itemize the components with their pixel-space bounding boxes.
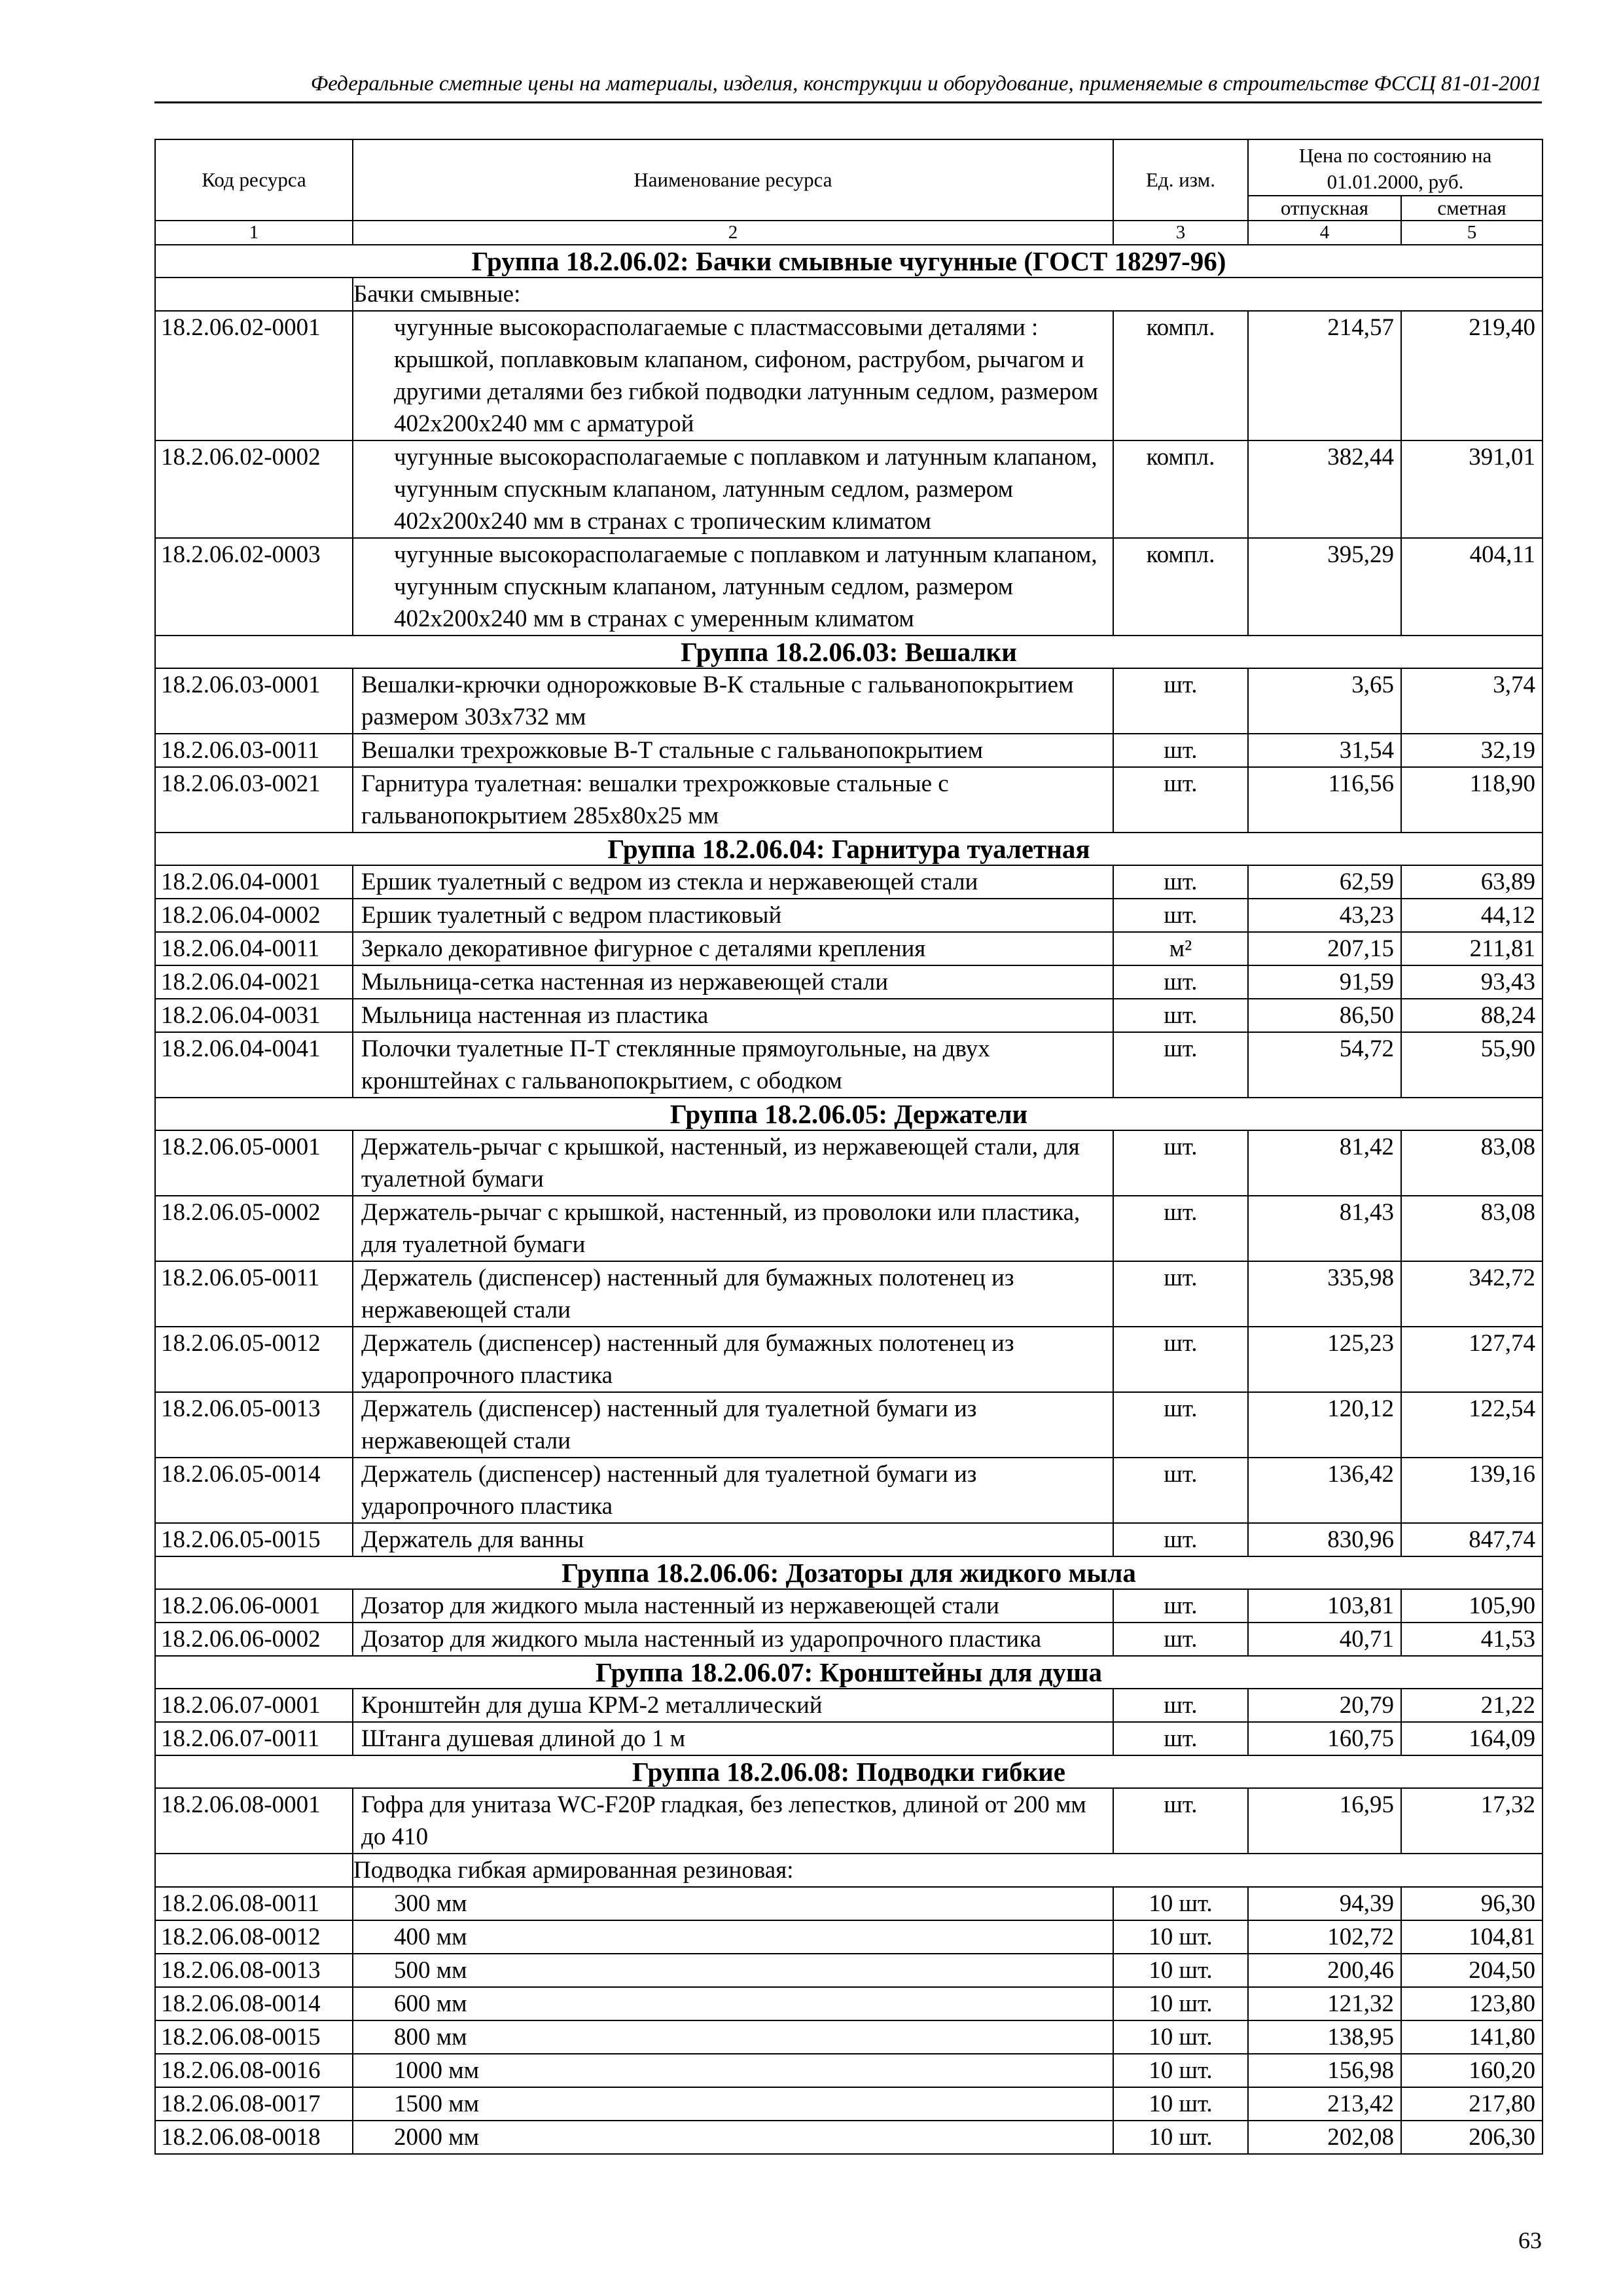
table-row [155,1392,1543,1458]
table-row [155,2121,1543,2154]
table-row [155,1954,1543,1987]
resource-code: 18.2.06.02-0003 [155,538,353,636]
estimate-price: 847,74 [1401,1523,1543,1556]
release-price: 138,95 [1248,2020,1401,2054]
resource-code: 18.2.06.02-0002 [155,440,353,538]
estimate-price: 342,72 [1401,1261,1543,1327]
group-heading-row [155,1556,1543,1589]
release-price: 136,42 [1248,1458,1401,1523]
release-price: 40,71 [1248,1623,1401,1656]
estimate-price: 88,24 [1401,999,1543,1032]
table-row [155,965,1543,999]
header-name: Наименование ресурса [353,139,1113,221]
table-row [155,311,1543,440]
resource-name: Штанга душевая длиной до 1 м [353,1722,1113,1755]
group-heading-row [155,1098,1543,1130]
release-price: 156,98 [1248,2054,1401,2087]
release-price: 830,96 [1248,1523,1401,1556]
table-row [155,1196,1543,1261]
table-body [155,245,1543,2154]
table-row [155,865,1543,899]
unit-of-measure: шт. [1113,1458,1248,1523]
unit-of-measure: шт. [1113,767,1248,833]
release-price: 86,50 [1248,999,1401,1032]
resource-code: 18.2.06.03-0001 [155,668,353,734]
resource-code: 18.2.06.06-0001 [155,1589,353,1623]
estimate-price: 391,01 [1401,440,1543,538]
release-price: 16,95 [1248,1788,1401,1854]
header-unit: Ед. изм. [1113,139,1248,221]
resource-name: 600 мм [353,1987,1113,2020]
estimate-price: 139,16 [1401,1458,1543,1523]
estimate-price: 3,74 [1401,668,1543,734]
column-number: 2 [353,221,1113,245]
resource-name: Держатель (диспенсер) настенный для бумажных полотенец из нержавеющей стали [353,1261,1113,1327]
resource-code: 18.2.06.04-0011 [155,932,353,965]
release-price: 395,29 [1248,538,1401,636]
resource-name: Вешалки-крючки однорожковые В-К стальные с гальванопокрытием размером 303х732 мм [353,668,1113,734]
estimate-price: 118,90 [1401,767,1543,833]
release-price: 125,23 [1248,1327,1401,1392]
resource-name: 400 мм [353,1920,1113,1954]
header-estimate-price: сметная [1401,196,1543,221]
estimate-price: 93,43 [1401,965,1543,999]
estimate-price: 123,80 [1401,1987,1543,2020]
release-price: 116,56 [1248,767,1401,833]
table-row [155,899,1543,932]
unit-of-measure: шт. [1113,865,1248,899]
release-price: 103,81 [1248,1589,1401,1623]
estimate-price: 206,30 [1401,2121,1543,2154]
estimate-price: 44,12 [1401,899,1543,932]
page-number: 63 [1518,2227,1542,2253]
table-row [155,1032,1543,1098]
unit-of-measure: шт. [1113,1589,1248,1623]
resource-name: Кронштейн для душа КРМ-2 металлический [353,1689,1113,1722]
unit-of-measure: 10 шт. [1113,1920,1248,1954]
unit-of-measure: шт. [1113,965,1248,999]
estimate-price: 217,80 [1401,2087,1543,2121]
subheading-text: Подводка гибкая армированная резиновая: [353,1854,1543,1887]
column-number: 5 [1401,221,1543,245]
resource-name: Держатель-рычаг с крышкой, настенный, из проволоки или пластика, для туалетной бумаги [353,1196,1113,1261]
table-row [155,1589,1543,1623]
column-number: 1 [155,221,353,245]
resource-name: Держатель для ванны [353,1523,1113,1556]
unit-of-measure: шт. [1113,734,1248,767]
estimate-price: 127,74 [1401,1327,1543,1392]
resource-code: 18.2.06.04-0041 [155,1032,353,1098]
release-price: 62,59 [1248,865,1401,899]
estimate-price: 41,53 [1401,1623,1543,1656]
subheading-text: Бачки смывные: [353,278,1543,311]
estimate-price: 96,30 [1401,1887,1543,1920]
group-heading-row [155,245,1543,278]
table-row [155,2054,1543,2087]
table-row [155,734,1543,767]
table-row [155,1130,1543,1196]
header-row [155,139,1543,196]
group-heading-row [155,833,1543,865]
table-row [155,1623,1543,1656]
unit-of-measure: 10 шт. [1113,2087,1248,2121]
release-price: 120,12 [1248,1392,1401,1458]
release-price: 102,72 [1248,1920,1401,1954]
unit-of-measure: шт. [1113,1788,1248,1854]
unit-of-measure: шт. [1113,1327,1248,1392]
running-header: Федеральные сметные цены на материалы, изделия, конструкции и оборудование, применяемые в строительстве ФССЦ 81-01-2001 [154,72,1542,103]
unit-of-measure: шт. [1113,1392,1248,1458]
release-price: 121,32 [1248,1987,1401,2020]
estimate-price: 83,08 [1401,1196,1543,1261]
unit-of-measure: шт. [1113,1689,1248,1722]
unit-of-measure: 10 шт. [1113,1987,1248,2020]
resource-name: чугунные высокорасполагаемые с пластмассовыми деталями : крышкой, поплавковым клапаном, сифоном, раструбом, рычагом и другими деталями без гибкой подводки латунным седлом, размером 402х200х240 мм с арматурой [353,311,1113,440]
resource-code: 18.2.06.03-0011 [155,734,353,767]
resource-code: 18.2.06.05-0011 [155,1261,353,1327]
header-release-price: отпускная [1248,196,1401,221]
estimate-price: 32,19 [1401,734,1543,767]
column-number-row [155,221,1543,245]
resource-code: 18.2.06.08-0012 [155,1920,353,1954]
table-row [155,1887,1543,1920]
resource-name: Ершик туалетный с ведром из стекла и нержавеющей стали [353,865,1113,899]
resource-name: 1000 мм [353,2054,1113,2087]
price-table [154,139,1543,2155]
unit-of-measure: шт. [1113,668,1248,734]
unit-of-measure: 10 шт. [1113,2121,1248,2154]
release-price: 81,43 [1248,1196,1401,1261]
resource-name: чугунные высокорасполагаемые с поплавком и латунным клапаном, чугунным спускным клапаном, латунным седлом, размером 402х200х240 мм в странах с умеренным климатом [353,538,1113,636]
empty-cell [155,1854,353,1887]
resource-code: 18.2.06.04-0002 [155,899,353,932]
estimate-price: 63,89 [1401,865,1543,899]
table-row [155,932,1543,965]
resource-code: 18.2.06.05-0001 [155,1130,353,1196]
resource-code: 18.2.06.08-0018 [155,2121,353,2154]
resource-name: 1500 мм [353,2087,1113,2121]
header-code: Код ресурса [155,139,353,221]
resource-name: Ершик туалетный с ведром пластиковый [353,899,1113,932]
group-title: Группа 18.2.06.08: Подводки гибкие [155,1755,1543,1788]
estimate-price: 404,11 [1401,538,1543,636]
release-price: 91,59 [1248,965,1401,999]
resource-name: Держатель (диспенсер) настенный для туалетной бумаги из ударопрочного пластика [353,1458,1113,1523]
release-price: 213,42 [1248,2087,1401,2121]
resource-name: 500 мм [353,1954,1113,1987]
resource-name: 800 мм [353,2020,1113,2054]
resource-name: чугунные высокорасполагаемые с поплавком и латунным клапаном, чугунным спускным клапаном, латунным седлом, размером 402х200х240 мм в странах с тропическим климатом [353,440,1113,538]
resource-code: 18.2.06.08-0011 [155,1887,353,1920]
resource-code: 18.2.06.04-0001 [155,865,353,899]
resource-name: Полочки туалетные П-Т стеклянные прямоугольные, на двух кронштейнах с гальванопокрытием, с ободком [353,1032,1113,1098]
table-row [155,1920,1543,1954]
unit-of-measure: шт. [1113,1196,1248,1261]
resource-code: 18.2.06.08-0015 [155,2020,353,2054]
resource-code: 18.2.06.08-0017 [155,2087,353,2121]
table-row [155,767,1543,833]
unit-of-measure: шт. [1113,1523,1248,1556]
resource-code: 18.2.06.07-0011 [155,1722,353,1755]
group-title: Группа 18.2.06.03: Вешалки [155,636,1543,668]
group-title: Группа 18.2.06.02: Бачки смывные чугунные (ГОСТ 18297-96) [155,245,1543,278]
estimate-price: 105,90 [1401,1589,1543,1623]
resource-code: 18.2.06.08-0014 [155,1987,353,2020]
group-title: Группа 18.2.06.07: Кронштейны для душа [155,1656,1543,1689]
unit-of-measure: шт. [1113,1623,1248,1656]
release-price: 200,46 [1248,1954,1401,1987]
estimate-price: 17,32 [1401,1788,1543,1854]
estimate-price: 141,80 [1401,2020,1543,2054]
unit-of-measure: шт. [1113,1261,1248,1327]
estimate-price: 21,22 [1401,1689,1543,1722]
release-price: 202,08 [1248,2121,1401,2154]
release-price: 20,79 [1248,1689,1401,1722]
empty-cell [155,278,353,311]
table-row [155,440,1543,538]
unit-of-measure: шт. [1113,899,1248,932]
unit-of-measure: шт. [1113,1130,1248,1196]
resource-code: 18.2.06.03-0021 [155,767,353,833]
subheading-row [155,278,1543,311]
release-price: 31,54 [1248,734,1401,767]
resource-code: 18.2.06.05-0012 [155,1327,353,1392]
group-title: Группа 18.2.06.05: Держатели [155,1098,1543,1130]
release-price: 94,39 [1248,1887,1401,1920]
resource-name: Гофра для унитаза WC-F20P гладкая, без лепестков, длиной от 200 мм до 410 [353,1788,1113,1854]
table-row [155,2087,1543,2121]
release-price: 160,75 [1248,1722,1401,1755]
table-row [155,1327,1543,1392]
group-title: Группа 18.2.06.06: Дозаторы для жидкого мыла [155,1556,1543,1589]
unit-of-measure: компл. [1113,440,1248,538]
estimate-price: 211,81 [1401,932,1543,965]
release-price: 214,57 [1248,311,1401,440]
release-price: 54,72 [1248,1032,1401,1098]
resource-name: Мыльница-сетка настенная из нержавеющей стали [353,965,1113,999]
group-heading-row [155,1755,1543,1788]
release-price: 81,42 [1248,1130,1401,1196]
release-price: 207,15 [1248,932,1401,965]
group-title: Группа 18.2.06.04: Гарнитура туалетная [155,833,1543,865]
unit-of-measure: шт. [1113,1722,1248,1755]
table-row [155,2020,1543,2054]
resource-code: 18.2.06.08-0016 [155,2054,353,2087]
resource-code: 18.2.06.04-0031 [155,999,353,1032]
unit-of-measure: 10 шт. [1113,2020,1248,2054]
resource-name: Держатель (диспенсер) настенный для туалетной бумаги из нержавеющей стали [353,1392,1113,1458]
resource-code: 18.2.06.05-0013 [155,1392,353,1458]
group-heading-row [155,1656,1543,1689]
release-price: 3,65 [1248,668,1401,734]
resource-code: 18.2.06.06-0002 [155,1623,353,1656]
resource-code: 18.2.06.02-0001 [155,311,353,440]
table-row [155,1788,1543,1854]
estimate-price: 219,40 [1401,311,1543,440]
table-row [155,999,1543,1032]
estimate-price: 204,50 [1401,1954,1543,1987]
subheading-row [155,1854,1543,1887]
unit-of-measure: 10 шт. [1113,2054,1248,2087]
resource-name: Дозатор для жидкого мыла настенный из ударопрочного пластика [353,1623,1113,1656]
release-price: 335,98 [1248,1261,1401,1327]
column-number: 3 [1113,221,1248,245]
table-row [155,538,1543,636]
resource-name: Мыльница настенная из пластика [353,999,1113,1032]
resource-name: Дозатор для жидкого мыла настенный из нержавеющей стали [353,1589,1113,1623]
unit-of-measure: компл. [1113,538,1248,636]
resource-code: 18.2.06.04-0021 [155,965,353,999]
estimate-price: 122,54 [1401,1392,1543,1458]
release-price: 382,44 [1248,440,1401,538]
resource-name: 2000 мм [353,2121,1113,2154]
estimate-price: 104,81 [1401,1920,1543,1954]
table-row [155,1689,1543,1722]
unit-of-measure: м² [1113,932,1248,965]
table-row [155,1458,1543,1523]
unit-of-measure: компл. [1113,311,1248,440]
resource-name: Вешалки трехрожковые В-Т стальные с гальванопокрытием [353,734,1113,767]
table-row [155,668,1543,734]
group-heading-row [155,636,1543,668]
estimate-price: 164,09 [1401,1722,1543,1755]
table-row [155,1987,1543,2020]
resource-name: Держатель (диспенсер) настенный для бумажных полотенец из ударопрочного пластика [353,1327,1113,1392]
resource-name: Гарнитура туалетная: вешалки трехрожковые стальные с гальванопокрытием 285х80х25 мм [353,767,1113,833]
unit-of-measure: 10 шт. [1113,1954,1248,1987]
release-price: 43,23 [1248,899,1401,932]
resource-name: Зеркало декоративное фигурное с деталями крепления [353,932,1113,965]
resource-code: 18.2.06.07-0001 [155,1689,353,1722]
estimate-price: 55,90 [1401,1032,1543,1098]
resource-code: 18.2.06.05-0014 [155,1458,353,1523]
estimate-price: 83,08 [1401,1130,1543,1196]
unit-of-measure: шт. [1113,1032,1248,1098]
resource-code: 18.2.06.08-0013 [155,1954,353,1987]
unit-of-measure: шт. [1113,999,1248,1032]
table-row [155,1261,1543,1327]
header-price: Цена по состоянию на 01.01.2000, руб. [1248,139,1543,196]
estimate-price: 160,20 [1401,2054,1543,2087]
resource-code: 18.2.06.05-0015 [155,1523,353,1556]
resource-code: 18.2.06.05-0002 [155,1196,353,1261]
unit-of-measure: 10 шт. [1113,1887,1248,1920]
table-row [155,1523,1543,1556]
column-number: 4 [1248,221,1401,245]
resource-name: Держатель-рычаг с крышкой, настенный, из нержавеющей стали, для туалетной бумаги [353,1130,1113,1196]
resource-code: 18.2.06.08-0001 [155,1788,353,1854]
table-row [155,1722,1543,1755]
resource-name: 300 мм [353,1887,1113,1920]
